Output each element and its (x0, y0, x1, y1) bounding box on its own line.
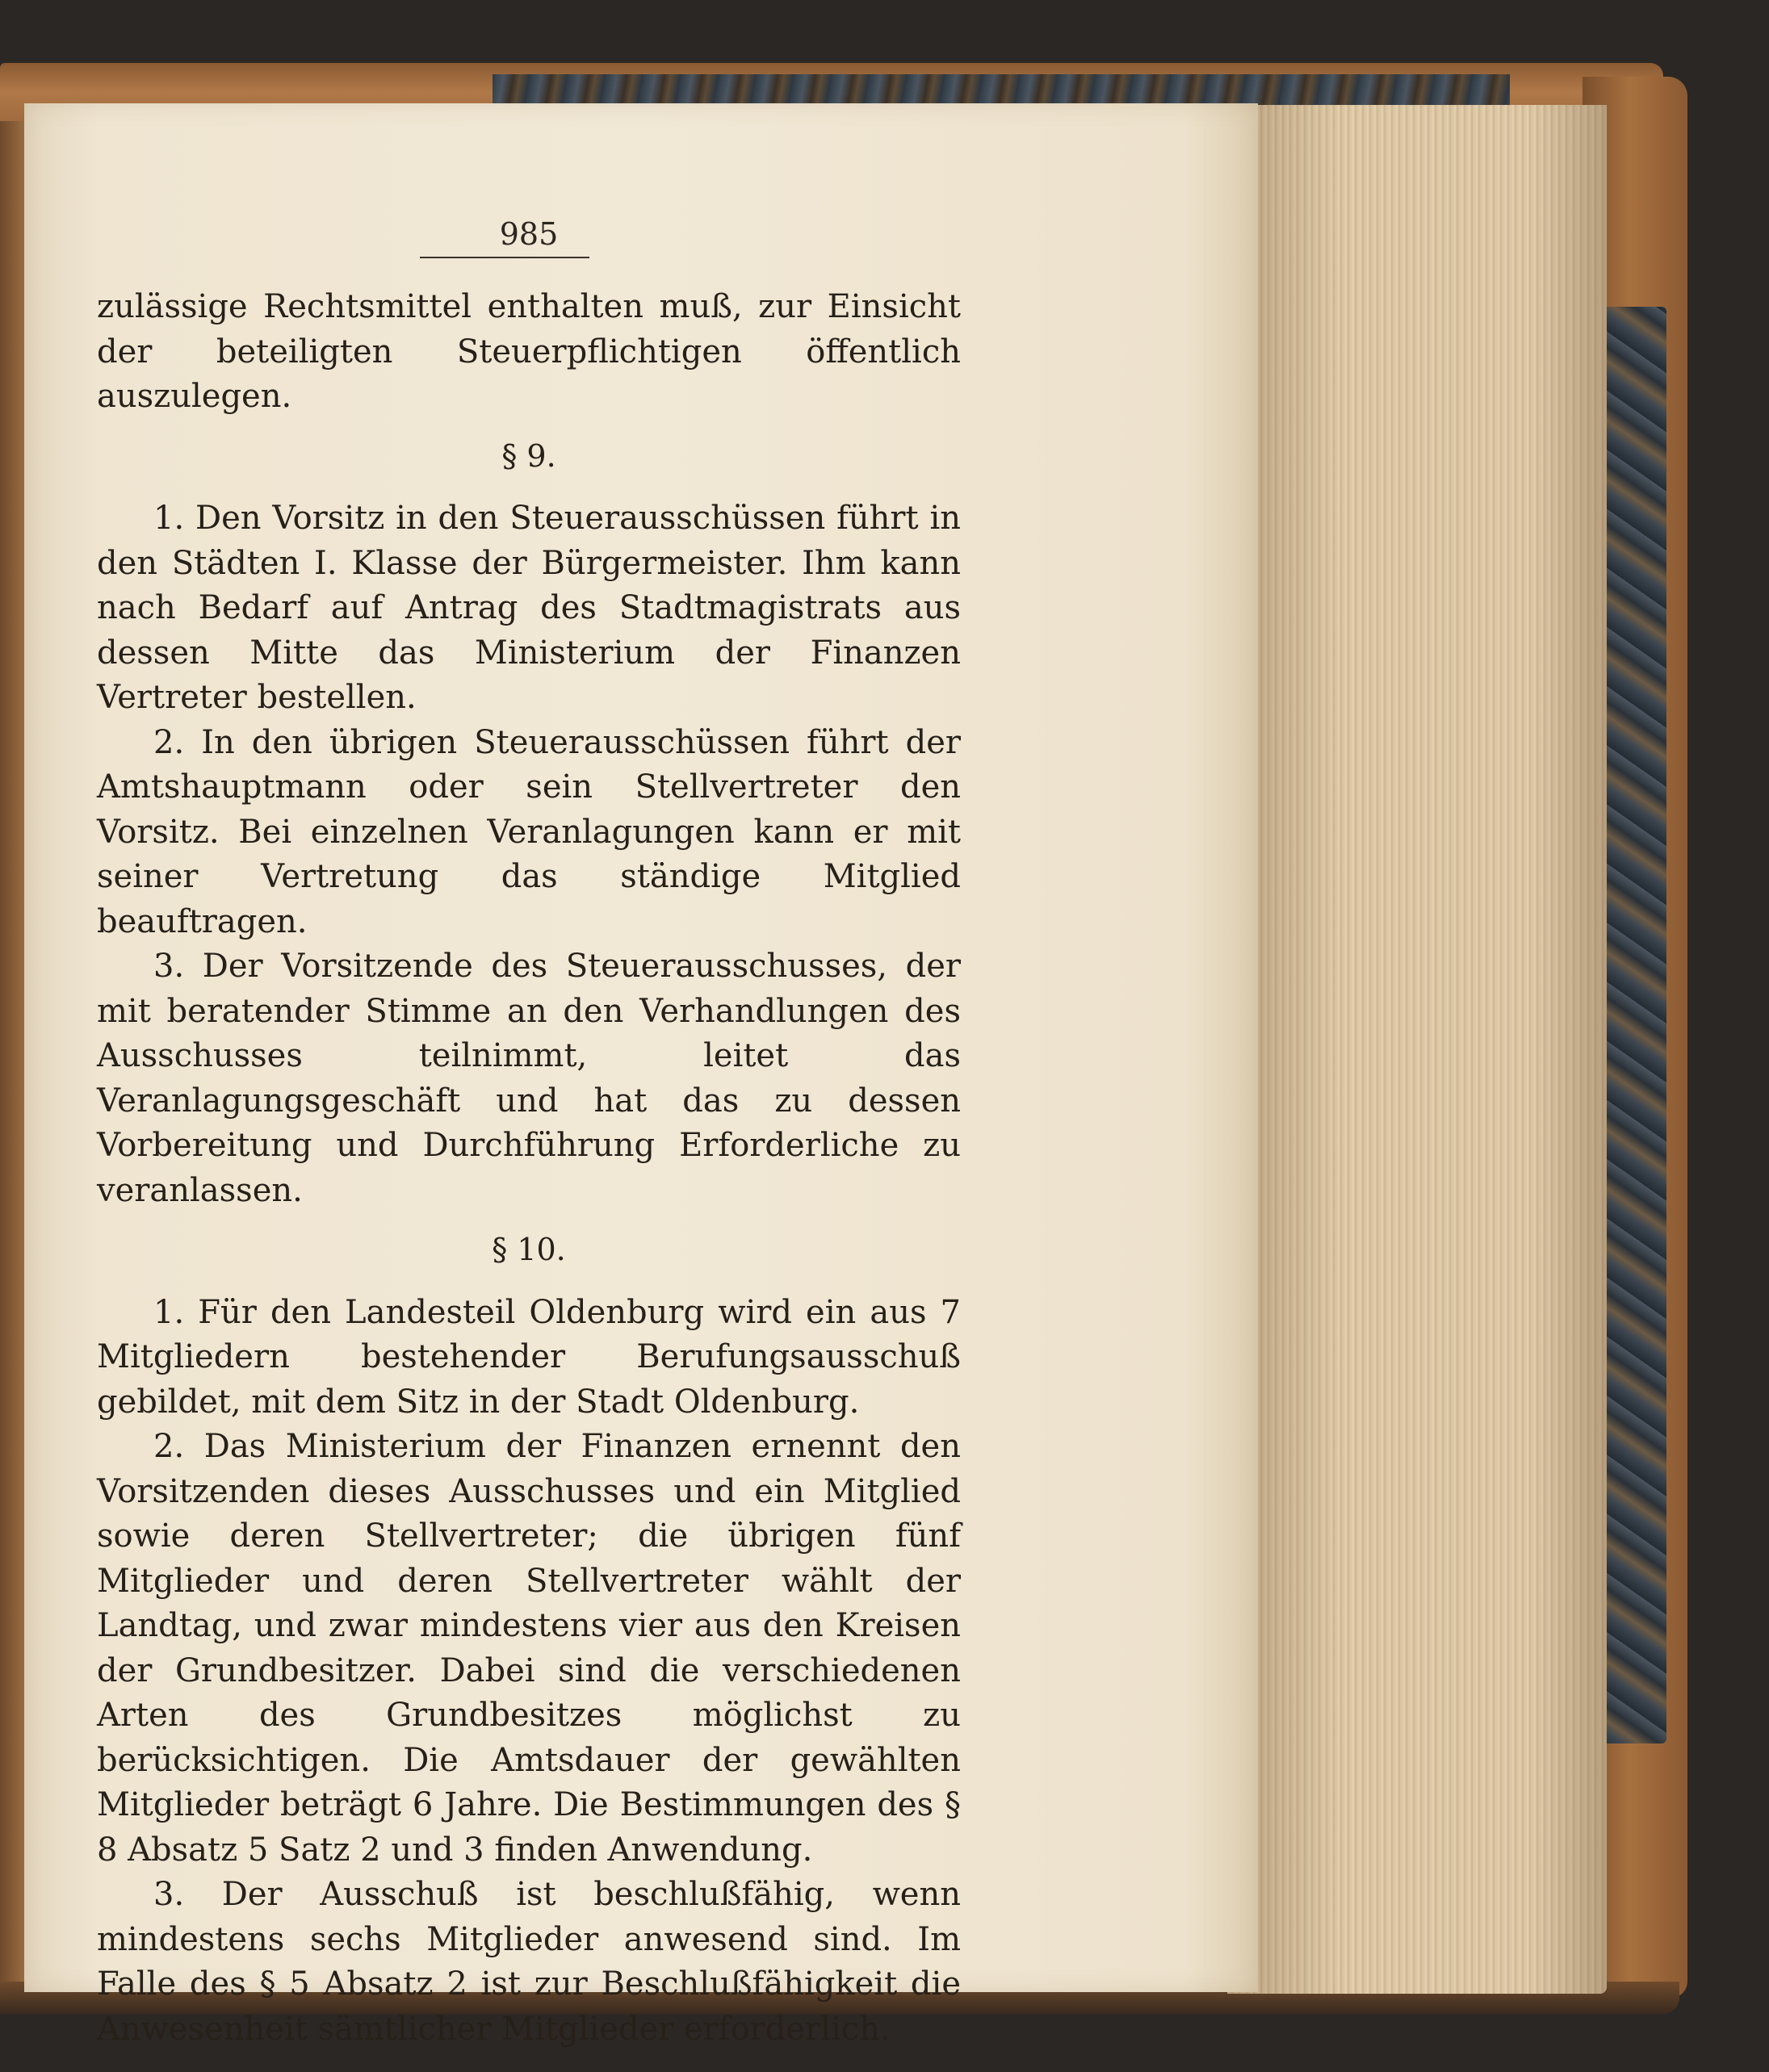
page-number-rule (420, 257, 589, 258)
section-9-paragraph-1: 1. Den Vorsitz in den Steuerausschüssen führt in den Städten I. Klasse der Bürgermeister. Ihm kann nach Bedarf auf Antrag des Stadtmagistrats aus dessen Mitte das Ministerium der Finanzen Vertreter bestellen. (97, 500, 961, 716)
section-10-paragraph-2: 2. Das Ministerium der Finanzen ernennt den Vorsitzenden dieses Ausschusses und ein Mitglied sowie deren Stellvertreter; die übrigen fünf Mitglieder und deren Stellvertreter wählt der Landtag, und zwar mindestens vier aus den Kreisen der Grundbesitzer. Dabei sind die verschiedenen Arten des Grundbesitzes möglichst zu berücksichtigen. Die Amtsdauer der gewählten Mitglieder beträgt 6 Jahre. Die Bestimmungen des § 8 Absatz 5 Satz 2 und 3 finden Anwendung. (97, 1428, 961, 1869)
section-heading-10: § 10. (492, 1232, 566, 1267)
section-9-paragraph-3: 3. Der Vorsitzende des Steuerausschusses, der mit beratender Stimme an den Verhandlungen des Ausschusses teilnimmt, leitet das Veranlagungsgeschäft und hat das zu dessen Vorbereitung und Durchführung Erforderliche zu veranlassen. (97, 948, 961, 1209)
page-number: 985 (499, 216, 559, 252)
page-text (97, 285, 961, 2052)
marbled-endpaper-right (1597, 307, 1666, 1743)
intro-paragraph: zulässige Rechtsmittel enthalten muß, zur Einsicht der beteiligten Steuerpflichtigen öffentlich auszulegen. (97, 288, 961, 415)
section-9-paragraph-2: 2. In den übrigen Steuerausschüssen führt der Amtshauptmann oder sein Stellvertreter den Vorsitz. Bei einzelnen Veranlagungen kann er mit seiner Vertretung das ständige Mitglied beauftragen. (97, 723, 961, 940)
page-block-shade (1227, 105, 1607, 1994)
section-heading-9: § 9. (501, 437, 556, 474)
book-page (24, 103, 1258, 2048)
section-10-paragraph-3: 3. Der Ausschuß ist beschlußfähig, wenn mindestens sechs Mitglieder anwesend sind. Im Falle des § 5 Absatz 2 ist zur Beschlußfähigkeit die Anwesenheit sämtlicher Mitglieder erforderlich. (97, 1876, 961, 2048)
section-10-paragraph-1: 1. Für den Landesteil Oldenburg wird ein aus 7 Mitgliedern bestehender Berufungsausschuß gebildet, mit dem Sitz in der Stadt Oldenburg. (97, 1293, 961, 1421)
marbled-endpaper-top (493, 74, 1510, 107)
